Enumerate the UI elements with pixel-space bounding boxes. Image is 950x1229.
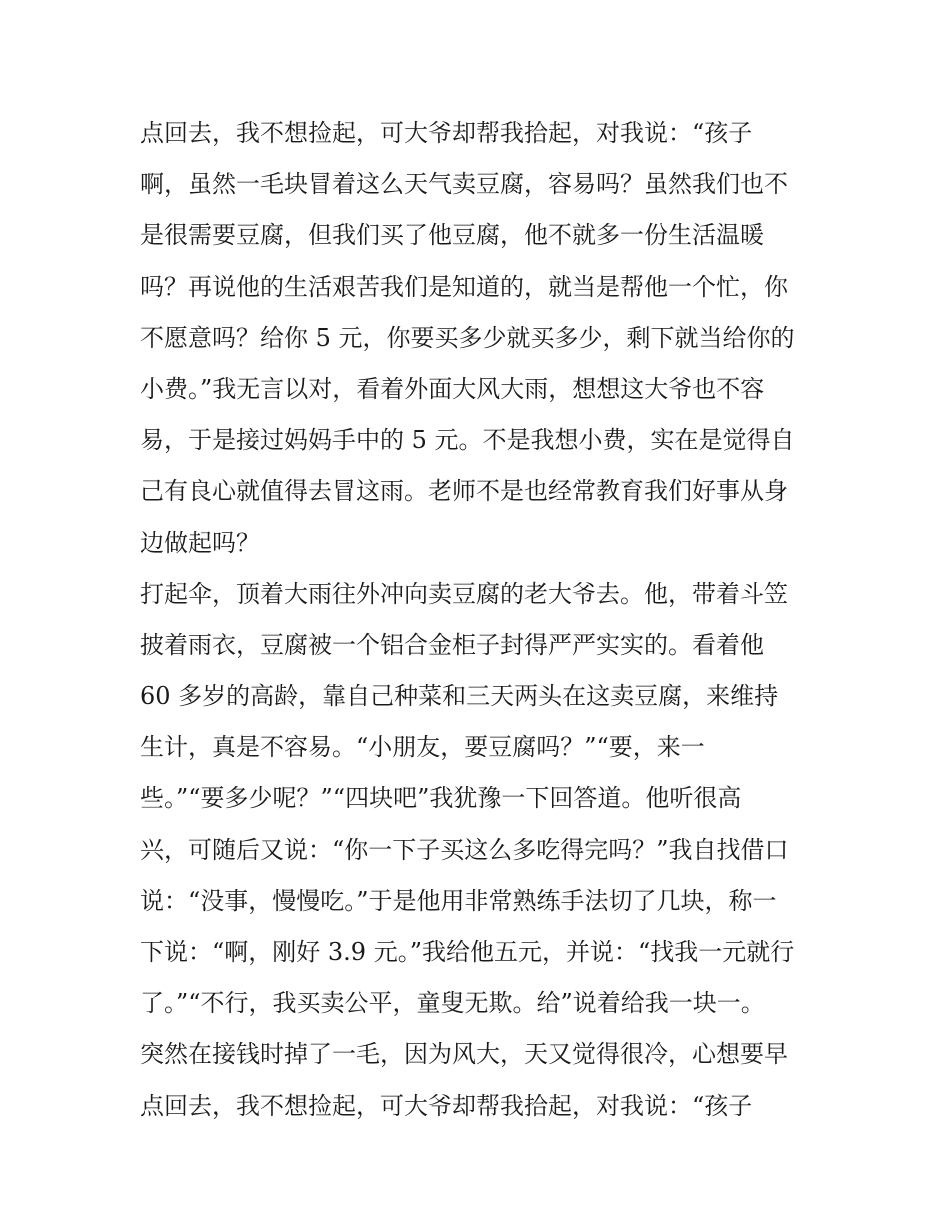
text-line: 啊，虽然一毛块冒着这么天气卖豆腐，容易吗？虽然我们也不 bbox=[140, 170, 788, 199]
text-line: 兴，可随后又说：“你一下子买这么多吃得完吗？”我自找借口 bbox=[140, 835, 789, 864]
text-line: 吗？再说他的生活艰苦我们是知道的，就当是帮他一个忙，你 bbox=[140, 272, 788, 301]
text-line: 些。”“要多少呢？”“四块吧”我犹豫一下回答道。他听很高 bbox=[140, 784, 742, 813]
text-line: 不愿意吗？给你 5 元，你要买多少就买多少，剩下就当给你的 bbox=[140, 323, 795, 352]
text-line: 了。”“不行，我买卖公平，童叟无欺。给”说着给我一块一。 bbox=[140, 989, 765, 1018]
body-text bbox=[140, 108, 820, 1132]
text-line: 下说：“啊，刚好 3.9 元。”我给他五元，并说：“找我一元就行 bbox=[140, 938, 795, 966]
text-line: 点回去，我不想捡起，可大爷却帮我拾起，对我说：“孩子 bbox=[140, 1091, 753, 1120]
text-line: 披着雨衣，豆腐被一个铝合金柜子封得严严实实的。看着他 bbox=[140, 630, 764, 659]
text-line: 生计，真是不容易。“小朋友，要豆腐吗？”“要，来一 bbox=[140, 733, 705, 762]
text-line: 60 多岁的高龄，靠自己种菜和三天两头在这卖豆腐，来维持 bbox=[140, 682, 779, 711]
text-line: 点回去，我不想捡起，可大爷却帮我拾起，对我说：“孩子 bbox=[140, 119, 753, 147]
text-line: 小费。”我无言以对，看着外面大风大雨，想想这大爷也不容 bbox=[140, 374, 765, 403]
text-line: 边做起吗？ bbox=[140, 528, 260, 557]
text-line: 说：“没事，慢慢吃。”于是他用非常熟练手法切了几块，称一 bbox=[140, 886, 777, 915]
text-line: 己有良心就值得去冒这雨。老师不是也经常教育我们好事从身 bbox=[140, 477, 788, 506]
text-line: 是很需要豆腐，但我们买了他豆腐，他不就多一份生活温暖 bbox=[140, 221, 764, 250]
text-line: 易，于是接过妈妈手中的 5 元。不是我想小费，实在是觉得自 bbox=[140, 426, 795, 455]
text-line: 打起伞，顶着大雨往外冲向卖豆腐的老大爷去。他，带着斗笠 bbox=[140, 579, 788, 608]
text-line: 突然在接钱时掉了一毛，因为风大，天又觉得很冷，心想要早 bbox=[140, 1040, 788, 1069]
